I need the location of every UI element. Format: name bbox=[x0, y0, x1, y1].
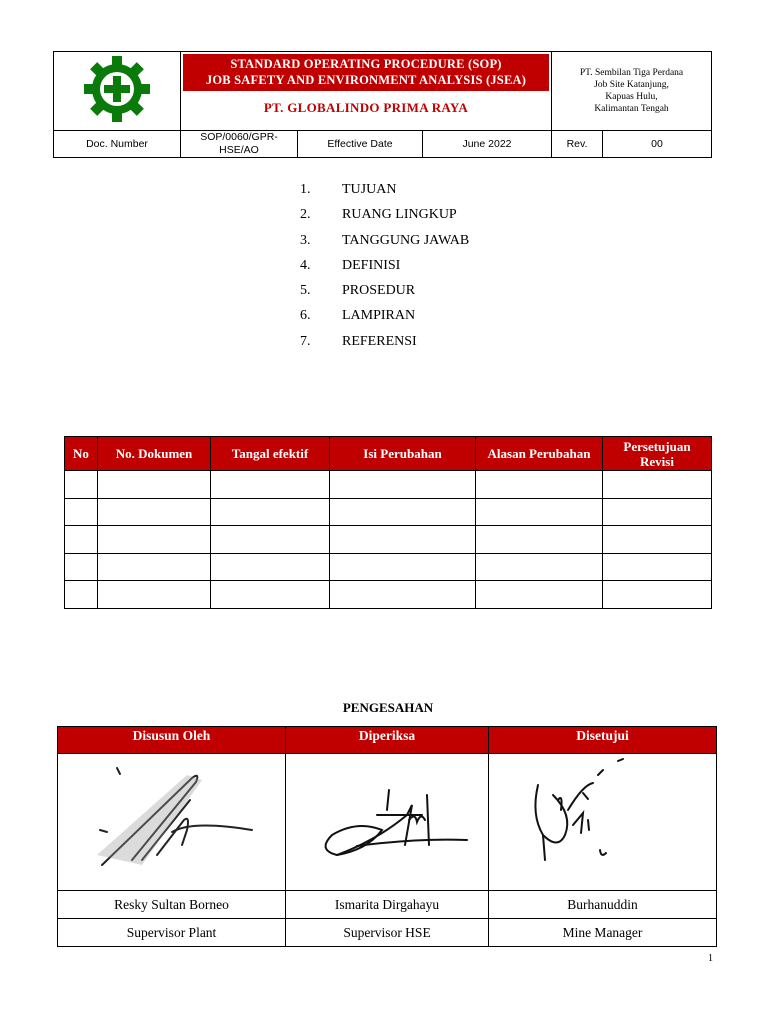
doc-number-label: Doc. Number bbox=[54, 131, 181, 158]
approver-name: Burhanuddin bbox=[489, 891, 717, 919]
col-header-effective-date: Tangal efektif bbox=[211, 437, 330, 471]
toc-label: PROSEDUR bbox=[342, 283, 416, 299]
signature-1 bbox=[72, 760, 272, 880]
approved-by-header: Disetujui bbox=[489, 727, 717, 754]
address-line: Kalimantan Tengah bbox=[594, 104, 669, 114]
sop-title bbox=[183, 54, 549, 91]
checker-name: Ismarita Dirgahayu bbox=[286, 891, 489, 919]
effective-date-label: Effective Date bbox=[298, 131, 423, 158]
approval-header-row bbox=[58, 727, 717, 754]
toc-item bbox=[300, 258, 469, 283]
doc-number: SOP/0060/GPR-HSE/AO bbox=[181, 131, 298, 158]
toc-number: 3. bbox=[300, 232, 311, 248]
toc-number: 6. bbox=[300, 308, 311, 324]
checked-by-header: Diperiksa bbox=[286, 727, 489, 754]
preparer-name: Resky Sultan Borneo bbox=[58, 891, 286, 919]
title-line-1: STANDARD OPERATING PROCEDURE (SOP) bbox=[230, 57, 502, 71]
table-row bbox=[65, 581, 712, 609]
col-header-change-content: Isi Perubahan bbox=[330, 437, 476, 471]
toc-number: 7. bbox=[300, 333, 311, 349]
toc-label: TANGGUNG JAWAB bbox=[342, 232, 470, 248]
revision-header-row bbox=[65, 437, 712, 471]
approver-position: Mine Manager bbox=[489, 919, 717, 947]
signature-row bbox=[58, 754, 717, 891]
prepared-by-header: Disusun Oleh bbox=[58, 727, 286, 754]
toc-item bbox=[300, 308, 469, 333]
toc-label: TUJUAN bbox=[342, 182, 397, 197]
effective-date: June 2022 bbox=[423, 131, 552, 158]
signature-cell bbox=[286, 754, 489, 891]
rev-number: 00 bbox=[603, 131, 712, 158]
col-header-doc-number: No. Dokumen bbox=[98, 437, 211, 471]
signature-cell bbox=[489, 754, 717, 891]
checker-position: Supervisor HSE bbox=[286, 919, 489, 947]
document-header bbox=[53, 51, 712, 156]
page-number: 1 bbox=[708, 953, 713, 964]
col-header-no: No bbox=[65, 437, 98, 471]
col-header-revision-approval: Persetujuan Revisi bbox=[603, 437, 712, 471]
toc-item bbox=[300, 233, 469, 258]
table-of-contents bbox=[300, 182, 469, 359]
position-row bbox=[58, 919, 717, 947]
logo-cell bbox=[54, 52, 181, 131]
toc-label: REFERENSI bbox=[342, 333, 417, 349]
col-header-change-reason: Alasan Perubahan bbox=[476, 437, 603, 471]
toc-item bbox=[300, 334, 469, 359]
address-line: Job Site Katanjung, bbox=[594, 80, 669, 90]
approval-table bbox=[57, 726, 717, 947]
signature-cell bbox=[58, 754, 286, 891]
toc-item bbox=[300, 182, 469, 207]
revision-table bbox=[64, 436, 712, 609]
toc-label: RUANG LINGKUP bbox=[342, 207, 457, 223]
table-row bbox=[65, 471, 712, 499]
toc-item bbox=[300, 283, 469, 308]
title-line-2: JOB SAFETY AND ENVIRONMENT ANALYSIS (JSEA) bbox=[205, 73, 527, 87]
address-line: PT. Sembilan Tiga Perdana bbox=[579, 68, 684, 78]
rev-label: Rev. bbox=[552, 131, 603, 158]
safety-gear-cross-icon bbox=[82, 56, 152, 122]
preparer-position: Supervisor Plant bbox=[58, 919, 286, 947]
approval-title: PENGESAHAN bbox=[342, 700, 434, 715]
signature-3 bbox=[503, 755, 703, 885]
company-name: PT. GLOBALINDO PRIMA RAYA bbox=[263, 100, 469, 115]
toc-number: 1. bbox=[300, 182, 311, 197]
toc-item bbox=[300, 207, 469, 232]
address-cell bbox=[552, 52, 712, 131]
table-row bbox=[65, 498, 712, 526]
toc-number: 5. bbox=[300, 283, 311, 299]
toc-number: 2. bbox=[300, 207, 311, 223]
table-row bbox=[65, 526, 712, 554]
name-row bbox=[58, 891, 717, 919]
table-row bbox=[65, 553, 712, 581]
toc-label: DEFINISI bbox=[342, 257, 401, 273]
toc-label: LAMPIRAN bbox=[342, 308, 416, 324]
address-line: Kapuas Hulu, bbox=[605, 92, 658, 102]
toc-number: 4. bbox=[300, 257, 311, 273]
signature-2 bbox=[297, 760, 477, 880]
title-cell bbox=[181, 52, 552, 131]
